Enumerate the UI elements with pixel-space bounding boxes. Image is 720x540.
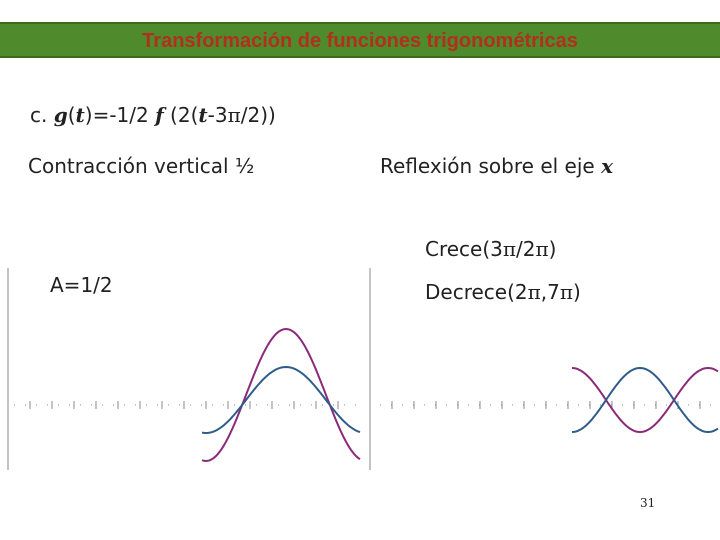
right-x-ticks bbox=[392, 401, 700, 409]
formula-g: g bbox=[53, 103, 68, 127]
increasing-label: Crece(3 bbox=[425, 237, 503, 261]
formula-t2: t bbox=[198, 103, 208, 127]
decreasing-mid: ,7 bbox=[540, 280, 560, 304]
formula-t1: t bbox=[75, 103, 85, 127]
formula-lp: ( bbox=[67, 103, 76, 127]
right-graph bbox=[370, 268, 718, 470]
page-number: 31 bbox=[640, 496, 656, 510]
left-reference-curve bbox=[202, 329, 360, 461]
formula-open: (2( bbox=[163, 103, 199, 127]
decreasing-end: ) bbox=[573, 280, 581, 304]
right-transformed-curve bbox=[572, 368, 718, 432]
left-x-ticks bbox=[30, 401, 338, 409]
right-caption-prefix: Reflexión sobre el eje bbox=[380, 154, 602, 178]
increasing-pi1: π bbox=[502, 237, 517, 261]
formula-minus: -3 bbox=[207, 103, 228, 127]
left-graph bbox=[8, 268, 360, 470]
increasing-pi2: π bbox=[535, 237, 549, 261]
left-caption: Contracción vertical ½ bbox=[28, 154, 255, 178]
right-caption-var: x bbox=[601, 154, 613, 178]
slide-title: Transformación de funciones trigonométricas bbox=[142, 30, 578, 52]
right-reference-curve bbox=[572, 368, 718, 432]
formula-pi: π bbox=[227, 103, 241, 127]
increasing-end: ) bbox=[548, 237, 557, 261]
increasing-mid: /2 bbox=[516, 237, 536, 261]
amplitude-label: A=1/2 bbox=[50, 273, 113, 297]
decreasing-pi2: π bbox=[559, 280, 574, 304]
formula-mid: )=-1/2 bbox=[84, 103, 156, 127]
formula-f: f bbox=[155, 103, 164, 127]
formula-prefix: c. bbox=[30, 103, 54, 127]
formula-end: /2)) bbox=[240, 103, 276, 127]
decreasing-label: Decrece(2 bbox=[425, 280, 528, 304]
decreasing-pi1: π bbox=[527, 280, 541, 304]
